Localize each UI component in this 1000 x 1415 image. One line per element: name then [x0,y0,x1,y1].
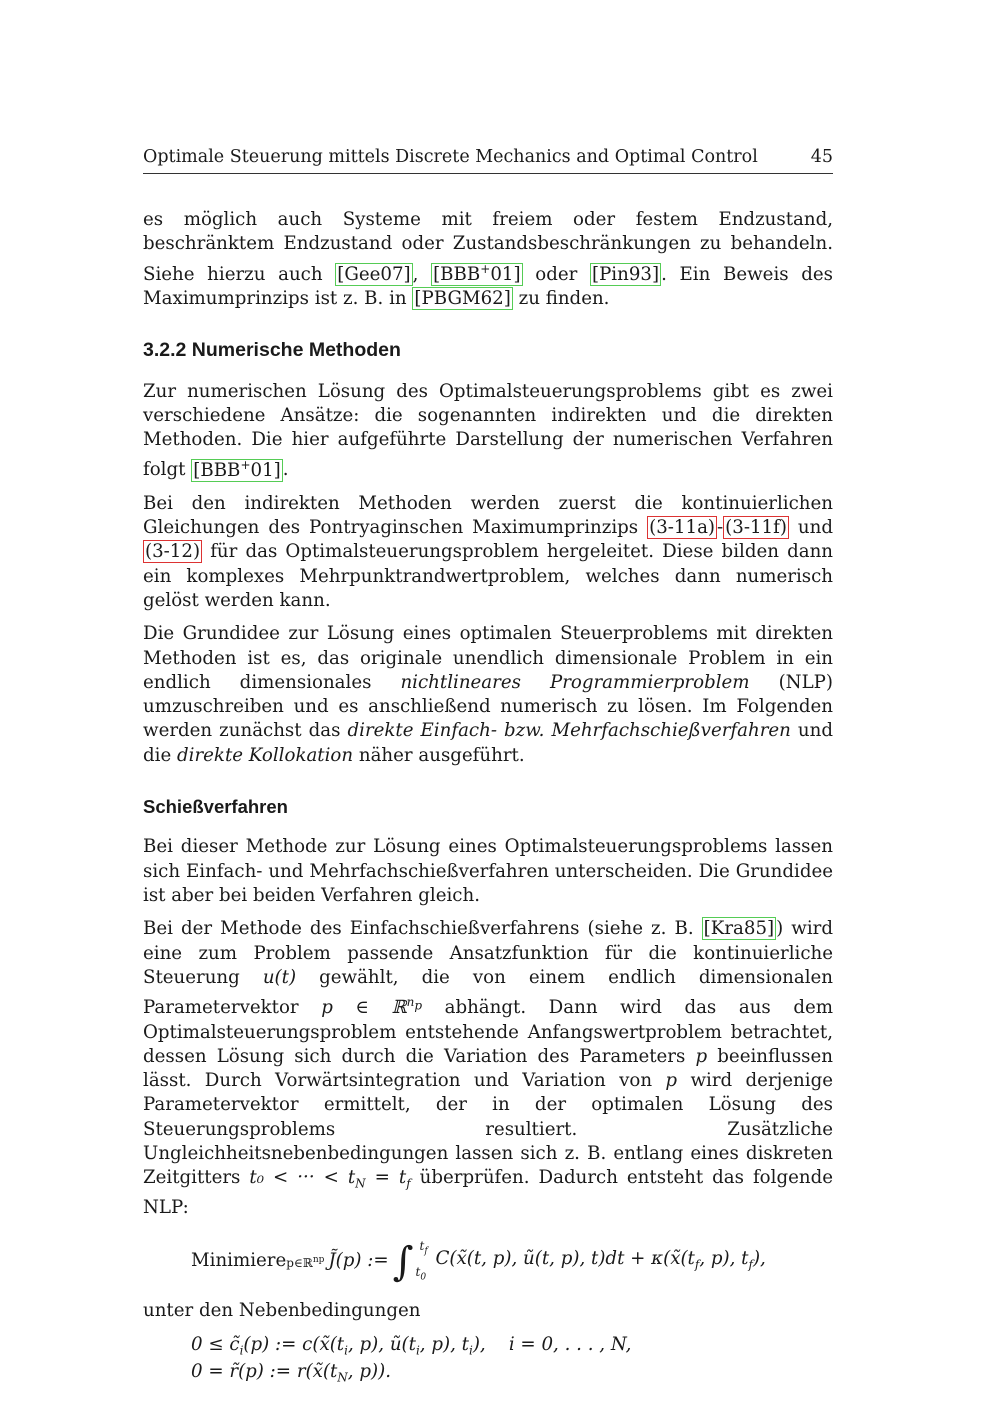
citation-kra85[interactable]: [Kra85] [703,918,775,940]
terminal-constraint: 0 = r̃(p) := $r(x̃(t_N$, p)). [191,1360,391,1385]
equation-ref-3-11a[interactable]: (3-11a) [649,517,716,539]
inequality-constraint: $0 \le c̃_i(p)$ := $c(x̃(t_i$, p), $ũ(t_i$, p), $t_i$), i = 0, . . . , N, [191,1333,632,1358]
page-number: 45 [810,147,833,167]
citation-gee07[interactable]: [Gee07] [337,263,411,285]
citation-bbb01[interactable]: [BBB+01] [193,457,281,481]
citation-bbb01[interactable]: [BBB+01] [433,261,521,285]
paragraph-shooting: Bei dieser Methode zur Lösung eines Optimalsteuerungsproblems lassen sich Einfach- und Mehrfachschießverfahren unterscheiden. Die Grundidee ist aber bei beiden Verfahren gleich. [143,836,833,906]
paragraph-constraints-intro: unter den Nebenbedingungen [143,1299,421,1321]
citation-pin93[interactable]: [Pin93] [591,263,660,285]
paragraph-indirect: Bei den indirekten Methoden werden zuerst die kontinuierlichen Gleichungen des Pontryaginschen Maximumprinzips (3-11a) - (3-11f) und (3-12) für das Optimalsteuerungsproblem hergeleitet. Diese bilden dann ein komplexes Mehrpunktrandwertproblem, welches dann numerisch gelöst werden kann. [143,492,833,611]
integral-limits: $t_f$ $t_0$ [415,1238,428,1283]
integral-sign: ∫ [392,1238,414,1285]
running-title: Optimale Steuerung mittels Discrete Mechanics and Optimal Control [143,147,758,167]
subsection-heading: Schießverfahren [143,796,288,818]
equation-ref-3-12[interactable]: (3-12) [145,541,201,563]
paragraph-numerical: Zur numerischen Lösung des Optimalsteuerungsproblems gibt es zwei verschiedene Ansätze: die sogenannten indirekten und die direkten Methoden. Die hier aufgeführte Darstellung der numerischen Verfahren folgt [BBB+01] . [143,380,833,481]
section-heading: 3.2.2 Numerische Methoden [143,339,401,362]
nlp-objective-equation: Minimiere p∈ℝ$^{np}$ J̃(p) := ∫ $t_f$ $t_0$ C(x̃(t, p), ũ(t, p), $t)dt + \kappa(x̃(t_f$, p), $t_f$), [191,1231,833,1293]
nlp-constraint-equations [191,1333,833,1387]
equation-ref-3-11f[interactable]: (3-11f) [725,517,787,539]
paragraph-single-shooting: Bei der Methode des Einfachschießverfahrens (siehe z. B. [Kra85] ) wird eine zum Problem passende Ansatzfunktion für die kontinuierliche Steuerung u(t) gewählt, die von einem endlich dimensionalen Parametervektor p ∈ ℝ$^{n_p}$ abhängt. Dann wird das aus dem Optimalsteuerungsproblem entstehende Anfangswertproblem betrachtet, dessen Lösung sich durch die Variation des Parameters p beeinflussen lässt. Durch Vorwärtsintegration und Variation von p wird derjenige Parametervektor ermittelt, der in der optimalen Lösung des Steuerungsproblems resultiert. Zusätzliche Ungleichheitsnebenbedingungen lassen sich z. B. entlang eines diskreten Zeitgitters t₀ < ··· < $t_N = t_f$ überprüfen. Dadurch entsteht das folgende NLP: [143,918,834,1219]
page-body [143,208,833,1387]
paragraph-intro: es möglich auch Systeme mit freiem oder festem Endzustand, beschränktem Endzustand oder Zustandsbeschränkungen zu behandeln. Siehe hierzu auch [Gee07] , [BBB+01] oder [Pin93] . Ein Beweis des Maximumprinzips ist z. B. in [PBGM62] zu finden. [143,209,833,309]
page-header [143,147,833,174]
citation-pbgm62[interactable]: [PBGM62] [414,287,511,309]
paragraph-direct: Die Grundidee zur Lösung eines optimalen Steuerproblems mit direkten Methoden ist es, das originale unendlich dimensionale Problem in ein endlich dimensionales nichtlineares Programmierproblem (NLP) umzuschreiben und es anschließend numerisch zu lösen. Im Folgenden werden zunächst das direkte Einfach- bzw. Mehrfachschießverfahren und die direkte Kollokation näher ausgeführt. [143,623,834,766]
